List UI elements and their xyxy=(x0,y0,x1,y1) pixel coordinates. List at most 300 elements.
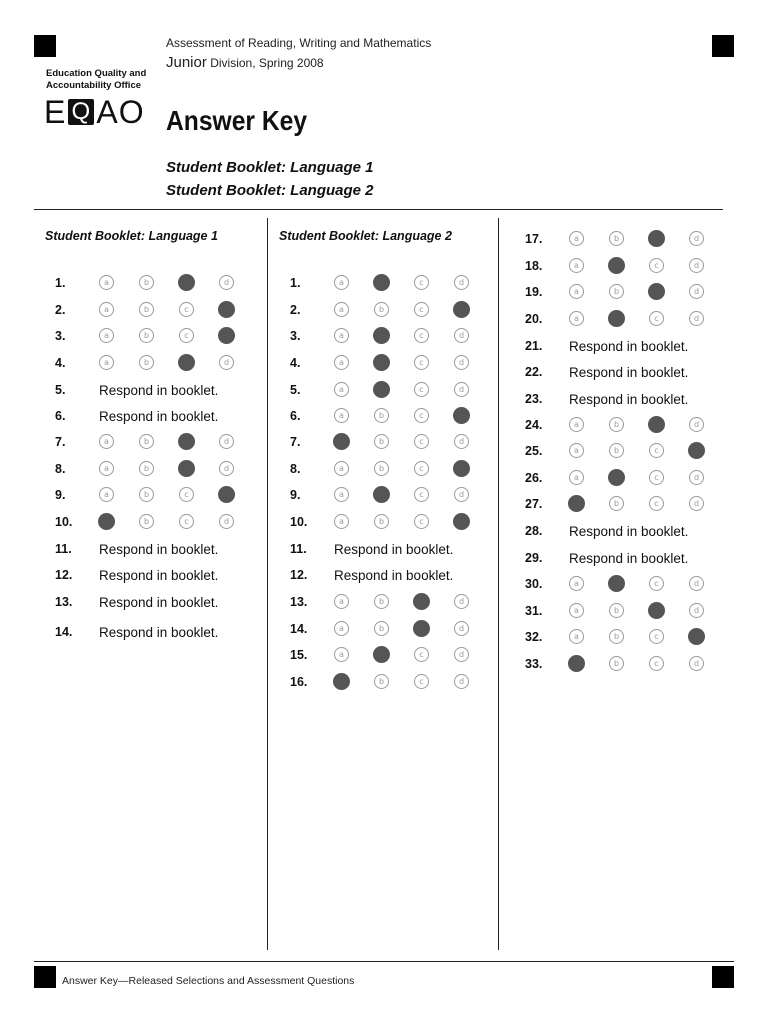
option-cell xyxy=(334,408,374,424)
option-cell xyxy=(334,275,374,291)
answer-row xyxy=(55,565,218,585)
footer-divider xyxy=(34,961,734,962)
option-cell xyxy=(609,496,649,512)
correct-answer-bubble xyxy=(608,310,625,327)
option-cell xyxy=(219,514,259,530)
respond-in-booklet-text: Respond in booklet. xyxy=(99,594,219,610)
option-cell xyxy=(609,443,649,459)
correct-answer-bubble xyxy=(218,301,235,318)
option-cell xyxy=(609,258,649,274)
correct-answer-bubble xyxy=(648,602,665,619)
option-cell xyxy=(219,461,259,477)
option-cell xyxy=(334,647,374,663)
answer-options xyxy=(569,311,729,327)
answer-bubble-a: a xyxy=(569,231,584,246)
option-cell xyxy=(569,231,609,247)
option-cell xyxy=(649,576,689,592)
correct-answer-bubble xyxy=(413,593,430,610)
option-cell xyxy=(334,487,374,503)
option-cell xyxy=(374,408,414,424)
option-cell xyxy=(569,496,609,512)
answer-options xyxy=(569,470,729,486)
option-cell xyxy=(689,284,729,300)
registration-mark-bottom-right xyxy=(712,966,734,988)
option-cell xyxy=(99,275,139,291)
answer-bubble-a: a xyxy=(99,434,114,449)
option-cell xyxy=(414,408,454,424)
option-cell xyxy=(689,417,729,433)
answer-options xyxy=(334,647,494,663)
option-cell xyxy=(179,434,219,450)
option-cell xyxy=(569,656,609,672)
answer-bubble-a: a xyxy=(99,487,114,502)
correct-answer-bubble xyxy=(98,513,115,530)
answer-bubble-a: a xyxy=(569,576,584,591)
answer-row xyxy=(290,645,494,665)
correct-answer-bubble xyxy=(178,460,195,477)
option-cell xyxy=(139,434,179,450)
answer-options xyxy=(99,302,259,318)
option-cell xyxy=(414,302,454,318)
answer-bubble-a: a xyxy=(334,647,349,662)
answer-bubble-d: d xyxy=(689,284,704,299)
registration-mark-top-left xyxy=(34,35,56,57)
answer-options xyxy=(99,514,259,530)
option-cell xyxy=(99,461,139,477)
option-cell xyxy=(414,487,454,503)
answer-bubble-a: a xyxy=(569,443,584,458)
answer-bubble-d: d xyxy=(454,594,469,609)
respond-in-booklet-text: Respond in booklet. xyxy=(99,541,219,557)
answer-bubble-a: a xyxy=(569,284,584,299)
question-number: 23. xyxy=(525,392,543,406)
question-number: 12. xyxy=(55,568,73,582)
answer-bubble-d: d xyxy=(219,434,234,449)
option-cell xyxy=(454,275,494,291)
answer-options xyxy=(99,275,259,291)
answer-bubble-a: a xyxy=(334,594,349,609)
correct-answer-bubble xyxy=(568,495,585,512)
option-cell xyxy=(609,576,649,592)
answer-bubble-a: a xyxy=(99,355,114,370)
option-cell xyxy=(414,514,454,530)
logo-e: E xyxy=(44,94,67,130)
answer-bubble-b: b xyxy=(374,594,389,609)
option-cell xyxy=(609,284,649,300)
option-cell xyxy=(334,434,374,450)
answer-options xyxy=(569,417,729,433)
question-number: 6. xyxy=(290,409,301,423)
logo-ao: AO xyxy=(96,94,145,130)
option-cell xyxy=(374,674,414,690)
header-divider xyxy=(34,209,723,210)
org-line-2: Accountability Office xyxy=(46,80,142,91)
answer-row xyxy=(525,548,688,568)
correct-answer-bubble xyxy=(373,274,390,291)
answer-bubble-b: b xyxy=(139,355,154,370)
question-number: 21. xyxy=(525,339,543,353)
answer-row xyxy=(290,592,494,612)
respond-in-booklet-text: Respond in booklet. xyxy=(569,523,689,539)
answer-bubble-b: b xyxy=(139,328,154,343)
correct-answer-bubble xyxy=(218,486,235,503)
correct-answer-bubble xyxy=(608,257,625,274)
answer-row xyxy=(290,459,494,479)
org-line-1: Education Quality and xyxy=(46,68,147,79)
answer-bubble-b: b xyxy=(609,629,624,644)
option-cell xyxy=(139,275,179,291)
option-cell xyxy=(414,434,454,450)
option-cell xyxy=(414,382,454,398)
answer-bubble-c: c xyxy=(414,514,429,529)
answer-bubble-c: c xyxy=(179,514,194,529)
option-cell xyxy=(569,576,609,592)
question-number: 1. xyxy=(55,276,66,290)
answer-bubble-c: c xyxy=(414,434,429,449)
option-cell xyxy=(649,284,689,300)
answer-bubble-c: c xyxy=(179,487,194,502)
option-cell xyxy=(414,355,454,371)
option-cell xyxy=(99,355,139,371)
correct-answer-bubble xyxy=(373,486,390,503)
answer-bubble-a: a xyxy=(334,487,349,502)
option-cell xyxy=(139,328,179,344)
answer-options xyxy=(334,594,494,610)
correct-answer-bubble xyxy=(453,460,470,477)
question-number: 24. xyxy=(525,418,543,432)
option-cell xyxy=(99,434,139,450)
correct-answer-bubble xyxy=(608,575,625,592)
answer-row xyxy=(525,229,729,249)
option-cell xyxy=(179,328,219,344)
answer-row xyxy=(290,432,494,452)
answer-row xyxy=(525,468,729,488)
answer-bubble-a: a xyxy=(569,603,584,618)
question-number: 13. xyxy=(55,595,73,609)
correct-answer-bubble xyxy=(178,433,195,450)
option-cell xyxy=(179,355,219,371)
answer-bubble-c: c xyxy=(179,328,194,343)
answer-row xyxy=(290,565,453,585)
option-cell xyxy=(374,647,414,663)
question-number: 4. xyxy=(290,356,301,370)
option-cell xyxy=(689,496,729,512)
answer-row xyxy=(525,309,729,329)
option-cell xyxy=(334,621,374,637)
option-cell xyxy=(454,647,494,663)
answer-row xyxy=(55,353,259,373)
answer-bubble-b: b xyxy=(609,656,624,671)
option-cell xyxy=(414,461,454,477)
option-cell xyxy=(414,275,454,291)
answer-bubble-a: a xyxy=(99,328,114,343)
answer-row xyxy=(55,485,259,505)
correct-answer-bubble xyxy=(648,416,665,433)
answer-bubble-a: a xyxy=(99,275,114,290)
answer-bubble-d: d xyxy=(454,674,469,689)
answer-options xyxy=(334,434,494,450)
option-cell xyxy=(374,594,414,610)
respond-in-booklet-text: Respond in booklet. xyxy=(99,408,219,424)
option-cell xyxy=(569,258,609,274)
option-cell xyxy=(609,629,649,645)
question-number: 18. xyxy=(525,259,543,273)
logo-q-mark: Q xyxy=(68,99,94,125)
answer-bubble-a: a xyxy=(99,461,114,476)
answer-bubble-d: d xyxy=(219,355,234,370)
respond-in-booklet-text: Respond in booklet. xyxy=(99,624,219,640)
answer-options xyxy=(569,496,729,512)
question-number: 9. xyxy=(55,488,66,502)
correct-answer-bubble xyxy=(373,327,390,344)
option-cell xyxy=(649,496,689,512)
answer-row xyxy=(525,282,729,302)
option-cell xyxy=(689,603,729,619)
question-number: 4. xyxy=(55,356,66,370)
answer-options xyxy=(99,487,259,503)
correct-answer-bubble xyxy=(568,655,585,672)
option-cell xyxy=(334,514,374,530)
option-cell xyxy=(689,576,729,592)
respond-in-booklet-text: Respond in booklet. xyxy=(569,550,689,566)
option-cell xyxy=(454,328,494,344)
option-cell xyxy=(649,603,689,619)
correct-answer-bubble xyxy=(648,283,665,300)
answer-bubble-c: c xyxy=(649,656,664,671)
correct-answer-bubble xyxy=(333,433,350,450)
answer-row xyxy=(525,362,688,382)
question-number: 6. xyxy=(55,409,66,423)
option-cell xyxy=(454,434,494,450)
answer-row xyxy=(525,627,729,647)
option-cell xyxy=(139,355,179,371)
answer-options xyxy=(569,576,729,592)
option-cell xyxy=(219,328,259,344)
option-cell xyxy=(454,382,494,398)
option-cell xyxy=(374,355,414,371)
answer-row xyxy=(55,512,259,532)
answer-bubble-a: a xyxy=(569,311,584,326)
answer-options xyxy=(334,674,494,690)
option-cell xyxy=(454,594,494,610)
option-cell xyxy=(414,594,454,610)
option-cell xyxy=(689,311,729,327)
answer-row xyxy=(290,539,453,559)
respond-in-booklet-text: Respond in booklet. xyxy=(334,567,454,583)
answer-row xyxy=(290,672,494,692)
question-number: 3. xyxy=(55,329,66,343)
option-cell xyxy=(649,417,689,433)
option-cell xyxy=(454,514,494,530)
answer-bubble-c: c xyxy=(649,258,664,273)
option-cell xyxy=(649,311,689,327)
option-cell xyxy=(454,621,494,637)
option-cell xyxy=(219,302,259,318)
question-number: 10. xyxy=(55,515,73,529)
option-cell xyxy=(334,594,374,610)
respond-in-booklet-text: Respond in booklet. xyxy=(569,364,689,380)
answer-bubble-d: d xyxy=(219,461,234,476)
answer-row xyxy=(55,432,259,452)
answer-bubble-c: c xyxy=(649,496,664,511)
answer-options xyxy=(99,461,259,477)
answer-options xyxy=(569,258,729,274)
answer-bubble-c: c xyxy=(414,355,429,370)
answer-options xyxy=(569,656,729,672)
option-cell xyxy=(219,275,259,291)
answer-bubble-c: c xyxy=(414,674,429,689)
option-cell xyxy=(374,328,414,344)
answer-options xyxy=(99,434,259,450)
answer-bubble-b: b xyxy=(374,302,389,317)
answer-row xyxy=(525,574,729,594)
option-cell xyxy=(179,514,219,530)
question-number: 27. xyxy=(525,497,543,511)
answer-bubble-b: b xyxy=(139,434,154,449)
option-cell xyxy=(454,487,494,503)
option-cell xyxy=(689,656,729,672)
option-cell xyxy=(454,461,494,477)
answer-bubble-d: d xyxy=(454,487,469,502)
answer-bubble-d: d xyxy=(454,647,469,662)
answer-options xyxy=(334,514,494,530)
answer-row xyxy=(525,654,729,674)
answer-row xyxy=(290,485,494,505)
answer-options xyxy=(334,275,494,291)
option-cell xyxy=(649,443,689,459)
answer-bubble-b: b xyxy=(139,514,154,529)
answer-bubble-a: a xyxy=(334,275,349,290)
correct-answer-bubble xyxy=(218,327,235,344)
option-cell xyxy=(609,231,649,247)
answer-bubble-a: a xyxy=(569,470,584,485)
option-cell xyxy=(219,355,259,371)
question-number: 3. xyxy=(290,329,301,343)
option-cell xyxy=(649,231,689,247)
option-cell xyxy=(649,470,689,486)
division-line xyxy=(166,54,324,71)
question-number: 15. xyxy=(290,648,308,662)
answer-bubble-c: c xyxy=(179,302,194,317)
answer-row xyxy=(290,326,494,346)
answer-row xyxy=(290,273,494,293)
question-number: 25. xyxy=(525,444,543,458)
registration-mark-top-right xyxy=(712,35,734,57)
answer-bubble-a: a xyxy=(334,382,349,397)
question-number: 12. xyxy=(290,568,308,582)
option-cell xyxy=(414,674,454,690)
answer-bubble-b: b xyxy=(374,461,389,476)
option-cell xyxy=(569,311,609,327)
answer-bubble-b: b xyxy=(609,284,624,299)
question-number: 17. xyxy=(525,232,543,246)
option-cell xyxy=(374,514,414,530)
answer-bubble-c: c xyxy=(649,576,664,591)
question-number: 7. xyxy=(290,435,301,449)
answer-row xyxy=(290,353,494,373)
answer-bubble-c: c xyxy=(414,328,429,343)
column-divider-2 xyxy=(498,218,499,950)
answer-row xyxy=(55,622,218,642)
answer-bubble-c: c xyxy=(414,275,429,290)
question-number: 20. xyxy=(525,312,543,326)
option-cell xyxy=(179,487,219,503)
option-cell xyxy=(689,231,729,247)
correct-answer-bubble xyxy=(453,301,470,318)
answer-bubble-d: d xyxy=(454,621,469,636)
option-cell xyxy=(99,487,139,503)
answer-bubble-c: c xyxy=(649,311,664,326)
correct-answer-bubble xyxy=(413,620,430,637)
answer-bubble-d: d xyxy=(219,514,234,529)
question-number: 7. xyxy=(55,435,66,449)
option-cell xyxy=(689,629,729,645)
option-cell xyxy=(139,302,179,318)
answer-bubble-a: a xyxy=(569,417,584,432)
answer-options xyxy=(569,231,729,247)
correct-answer-bubble xyxy=(688,442,705,459)
answer-options xyxy=(99,328,259,344)
option-cell xyxy=(454,674,494,690)
answer-bubble-b: b xyxy=(139,275,154,290)
answer-options xyxy=(334,461,494,477)
question-number: 1. xyxy=(290,276,301,290)
answer-bubble-b: b xyxy=(374,408,389,423)
correct-answer-bubble xyxy=(373,381,390,398)
answer-row xyxy=(55,406,218,426)
answer-row xyxy=(525,389,688,409)
option-cell xyxy=(99,302,139,318)
answer-options xyxy=(569,284,729,300)
question-number: 2. xyxy=(290,303,301,317)
answer-row xyxy=(290,512,494,532)
option-cell xyxy=(179,302,219,318)
question-number: 10. xyxy=(290,515,308,529)
answer-row xyxy=(525,521,688,541)
answer-row xyxy=(525,601,729,621)
answer-options xyxy=(334,302,494,318)
answer-bubble-c: c xyxy=(649,629,664,644)
question-number: 33. xyxy=(525,657,543,671)
answer-bubble-c: c xyxy=(414,461,429,476)
answer-bubble-c: c xyxy=(414,382,429,397)
answer-bubble-b: b xyxy=(374,434,389,449)
option-cell xyxy=(454,408,494,424)
option-cell xyxy=(334,382,374,398)
correct-answer-bubble xyxy=(648,230,665,247)
answer-bubble-d: d xyxy=(454,328,469,343)
option-cell xyxy=(179,275,219,291)
respond-in-booklet-text: Respond in booklet. xyxy=(99,567,219,583)
division-term: Division, Spring 2008 xyxy=(206,56,324,70)
column-heading-language-2: Student Booklet: Language 2 xyxy=(279,229,452,243)
footer-text: Answer Key—Released Selections and Assessment Questions xyxy=(62,975,355,987)
answer-options xyxy=(334,487,494,503)
option-cell xyxy=(414,328,454,344)
answer-options xyxy=(334,355,494,371)
option-cell xyxy=(689,258,729,274)
option-cell xyxy=(374,461,414,477)
option-cell xyxy=(334,302,374,318)
option-cell xyxy=(569,603,609,619)
answer-bubble-a: a xyxy=(334,355,349,370)
question-number: 11. xyxy=(290,542,307,556)
option-cell xyxy=(649,258,689,274)
question-number: 19. xyxy=(525,285,543,299)
correct-answer-bubble xyxy=(453,513,470,530)
option-cell xyxy=(374,434,414,450)
answer-bubble-c: c xyxy=(414,408,429,423)
